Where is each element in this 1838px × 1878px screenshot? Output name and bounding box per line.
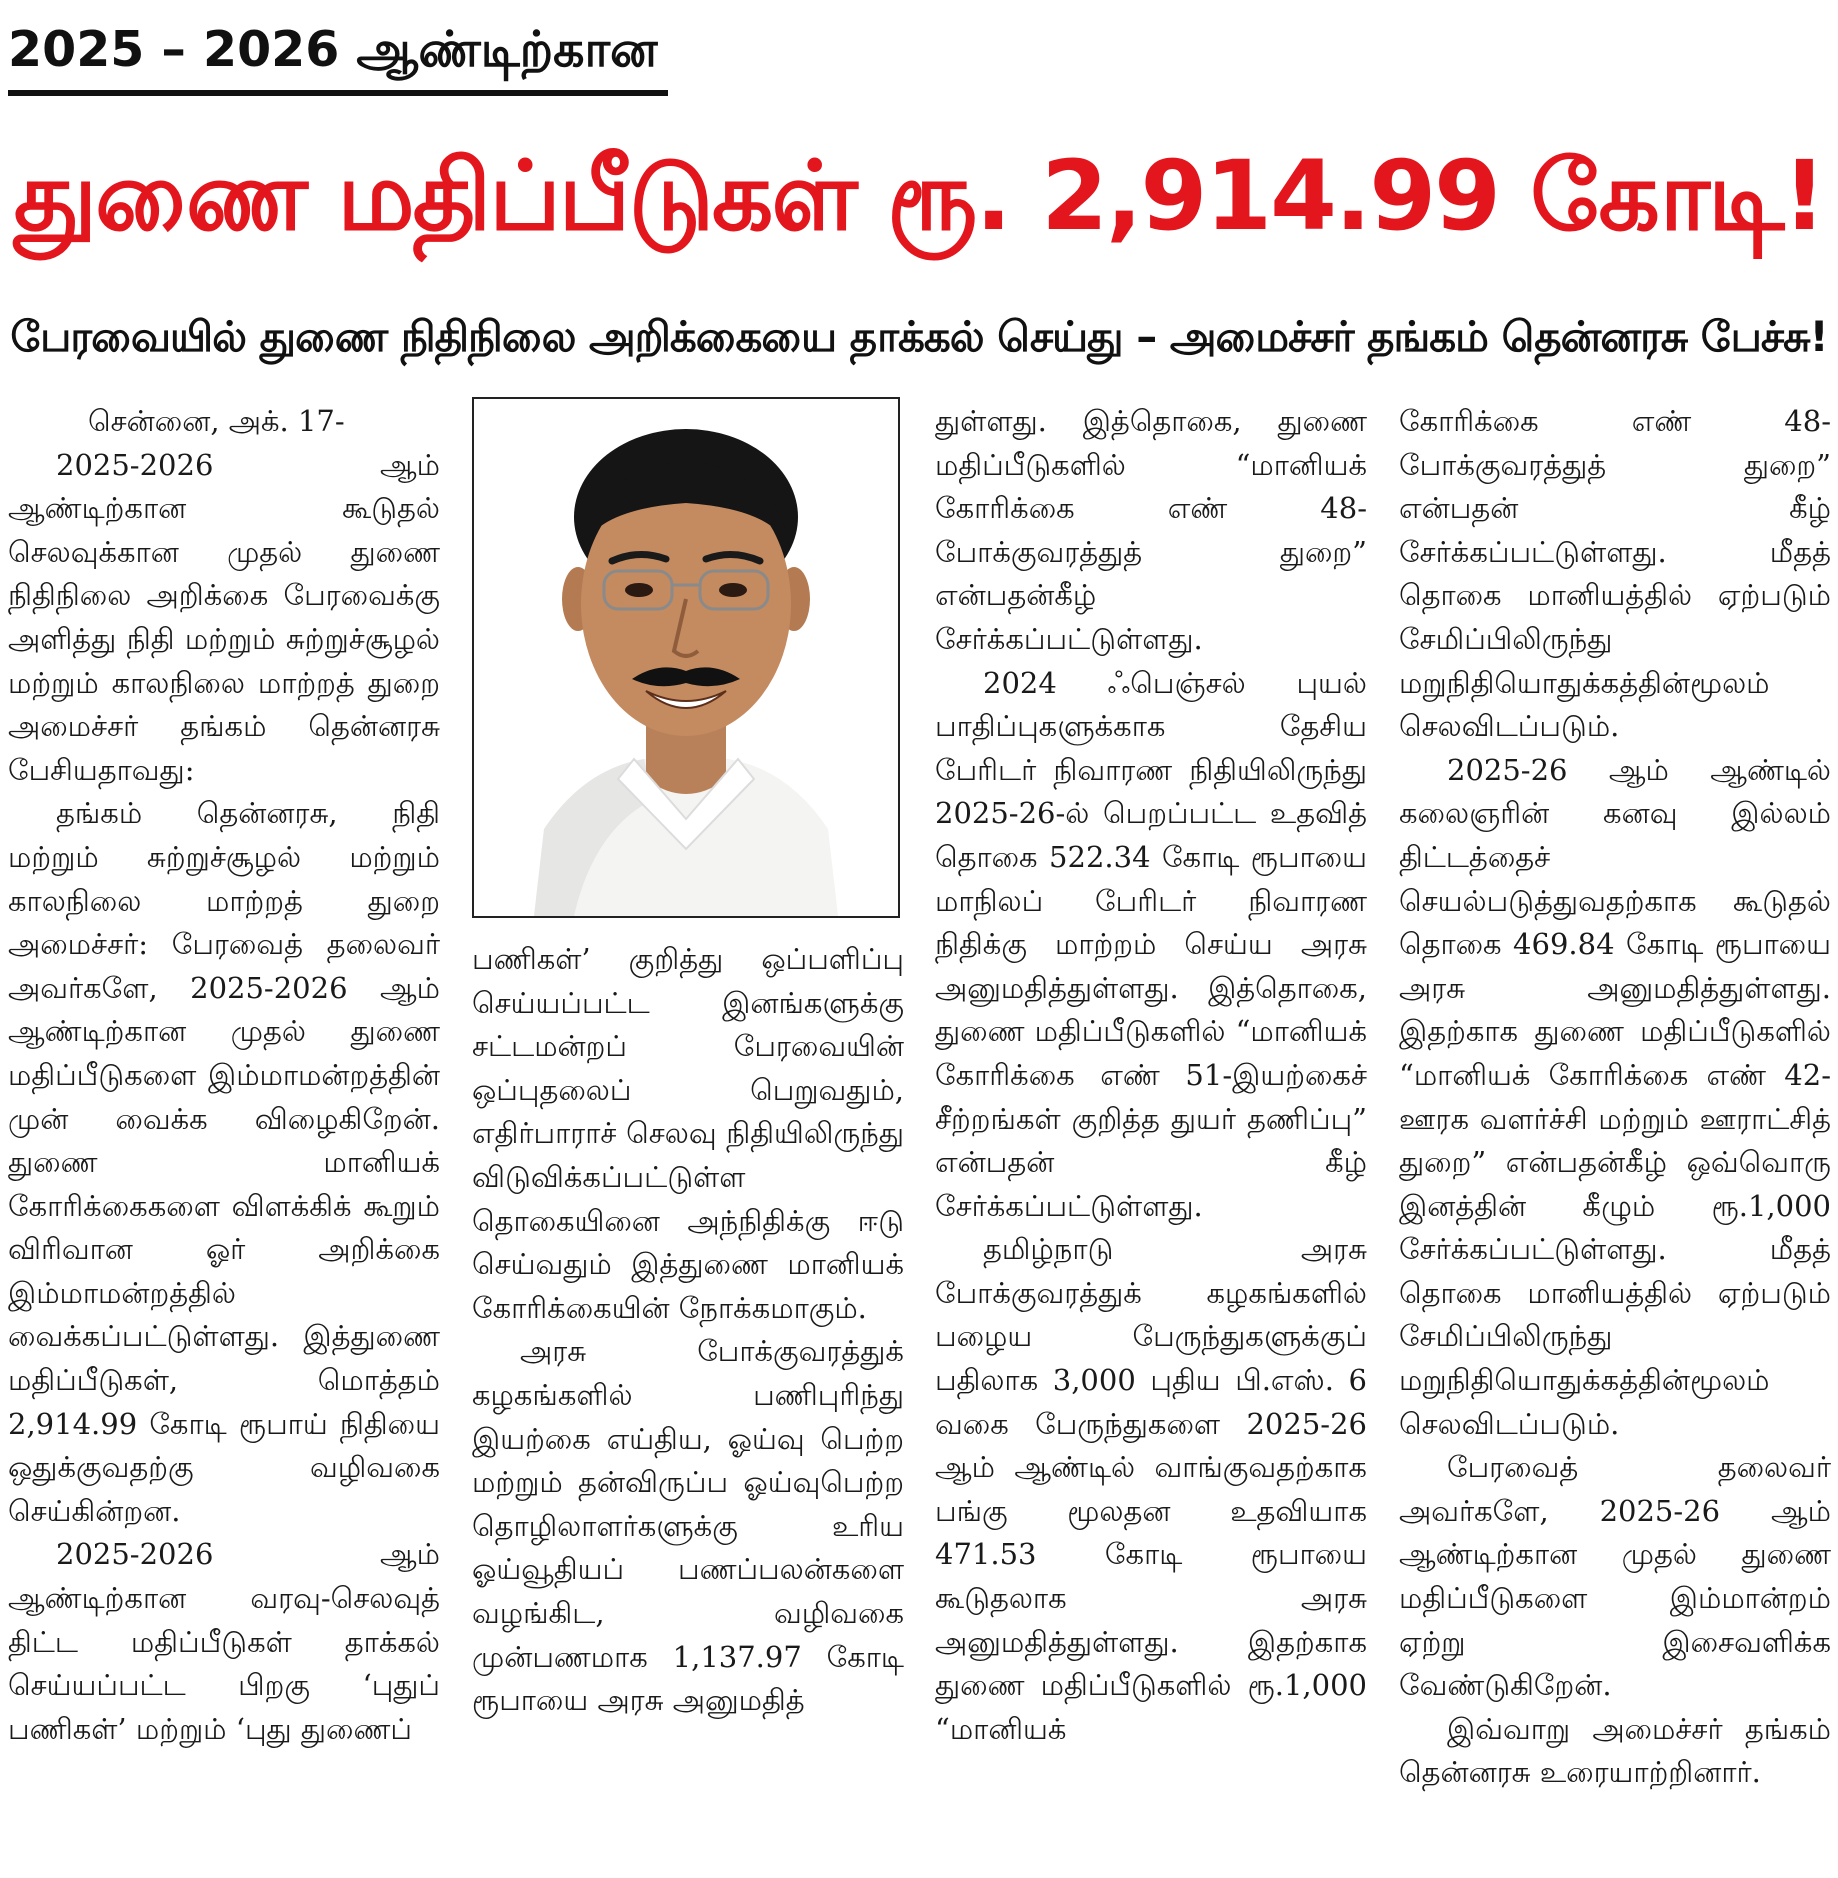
article-column-1	[8, 400, 440, 1751]
paragraph: 2025-2026 ஆம் ஆண்டிற்கான வரவு-செலவுத் திட்ட மதிப்பீடுகள் தாக்கல் செய்யப்பட்ட பிறகு ‘புதுப் பணிகள்’ மற்றும் ‘புது துணைப்	[8, 1537, 440, 1746]
kicker-title: 2025 – 2026 ஆண்டிற்கான	[8, 21, 658, 78]
paragraph: 2025-2026 ஆம் ஆண்டிற்கான கூடுதல் செலவுக்கான முதல் துணை நிதிநிலை அறிக்கை பேரவைக்கு அளித்து நிதி மற்றும் சுற்றுச்சூழல் மற்றும் காலநிலை மாற்றத் துறை அமைச்சர் தங்கம் தென்னரசு பேசியதாவது:	[8, 447, 440, 787]
headline: துணை மதிப்பீடுகள் ரூ. 2,914.99 கோடி!	[13, 139, 1825, 252]
paragraph: தமிழ்நாடு அரசு போக்குவரத்துக் கழகங்களில் பழைய பேருந்துகளுக்குப் பதிலாக 3,000 புதிய பி.எஸ். 6 வகை பேருந்துகளை 2025-26 ஆம் ஆண்டில் வாங்குவதற்காக பங்கு மூலதன உதவியாக 471.53 கோடி ரூபாயை கூடுதலாக அரசு அனுமதித்துள்ளது. இதற்காக துணை மதிப்பீடுகளில் ரூ.1,000 “மானியக்	[935, 1232, 1367, 1746]
subheadline: பேரவையில் துணை நிதிநிலை அறிக்கையை தாக்கல் செய்து – அமைச்சர் தங்கம் தென்னரசு பேச்சு!	[10, 311, 1828, 361]
portrait-image	[474, 399, 898, 916]
paragraph: இவ்வாறு அமைச்சர் தங்கம் தென்னரசு உரையாற்றினார்.	[1399, 1711, 1831, 1790]
paragraph: கோரிக்கை எண் 48-போக்குவரத்துத் துறை” என்பதன் கீழ் சேர்க்கப்பட்டுள்ளது. மீதத் தொகை மானியத்தில் ஏற்படும் சேமிப்பிலிருந்து மறுநிதியொதுக்கத்தின்மூலம் செலவிடப்படும்.	[1399, 404, 1831, 744]
paragraph: 2024 ஃபெஞ்சல் புயல் பாதிப்புகளுக்காக தேசிய பேரிடர் நிவாரண நிதியிலிருந்து 2025-26-ல் பெறப்பட்ட உதவித் தொகை 522.34 கோடி ரூபாயை மாநிலப் பேரிடர் நிவாரண நிதிக்கு மாற்றம் செய்ய அரசு அனுமதித்துள்ளது. இத்தொகை, துணை மதிப்பீடுகளில் “மானியக் கோரிக்கை எண் 51-இயற்கைச் சீற்றங்கள் குறித்த துயர் தணிப்பு” என்பதன் கீழ் சேர்க்கப்பட்டுள்ளது.	[935, 665, 1367, 1223]
paragraph: பணிகள்’ குறித்து ஒப்பளிப்பு செய்யப்பட்ட இனங்களுக்கு சட்டமன்றப் பேரவையின் ஒப்புதலைப் பெறுவதும், எதிர்பாராச் செலவு நிதியிலிருந்து விடுவிக்கப்பட்டுள்ள தொகையினை அந்நிதிக்கு ஈடு செய்வதும் இத்துணை மானியக் கோரிக்கையின் நோக்கமாகும்.	[472, 942, 904, 1325]
paragraph: 2025-26 ஆம் ஆண்டில் கலைஞரின் கனவு இல்லம் திட்டத்தைச் செயல்படுத்துவதற்காக கூடுதல் தொகை 469.84 கோடி ரூபாயை அரசு அனுமதித்துள்ளது. இதற்காக துணை மதிப்பீடுகளில் “மானியக் கோரிக்கை எண் 42-ஊரக வளர்ச்சி மற்றும் ஊராட்சித் துறை” என்பதன்கீழ் ஒவ்வொரு இனத்தின் கீழும் ரூ.1,000 சேர்க்கப்பட்டுள்ளது. மீதத் தொகை மானியத்தில் ஏற்படும் சேமிப்பிலிருந்து மறுநிதியொதுக்கத்தின்மூலம் செலவிடப்படும்.	[1399, 752, 1831, 1441]
article-column-3	[935, 400, 1367, 1751]
paragraph: பேரவைத் தலைவர் அவர்களே, 2025-26 ஆம் ஆண்டிற்கான முதல் துணை மதிப்பீடுகளை இம்மான்றம் ஏற்று இசைவளிக்க வேண்டுகிறேன்.	[1399, 1450, 1831, 1703]
dateline: சென்னை, அக். 17-	[88, 404, 345, 438]
paragraph: அரசு போக்குவரத்துக் கழகங்களில் பணிபுரிந்து இயற்கை எய்திய, ஓய்வு பெற்ற மற்றும் தன்விருப்ப ஓய்வுபெற்ற தொழிலாளர்களுக்கு உரிய ஓய்வூதியப் பணப்பலன்களை வழங்கிட, வழிவகை முன்பணமாக 1,137.97 கோடி ரூபாயை அரசு அனுமதித்	[472, 1334, 904, 1718]
paragraph: தங்கம் தென்னரசு, நிதி மற்றும் சுற்றுச்சூழல் மற்றும் காலநிலை மாற்றத் துறை அமைச்சர்: பேரவைத் தலைவர் அவர்களே, 2025-2026 ஆம் ஆண்டிற்கான முதல் துணை மதிப்பீடுகளை இம்மாமன்றத்தின் முன் வைக்க விழைகிறேன். துணை மானியக் கோரிக்கைகளை விளக்கிக் கூறும் விரிவான ஓர் அறிக்கை இம்மாமன்றத்தில் வைக்கப்பட்டுள்ளது. இத்துணை மதிப்பீடுகள், மொத்தம் 2,914.99 கோடி ரூபாய் நிதியை ஒதுக்குவதற்கு வழிவகை செய்கின்றன.	[8, 796, 440, 1528]
article-column-4	[1399, 400, 1831, 1795]
paragraph: துள்ளது. இத்தொகை, துணை மதிப்பீடுகளில் “மானியக் கோரிக்கை எண் 48-போக்குவரத்துத் துறை” என்பதன்கீழ் சேர்க்கப்பட்டுள்ளது.	[935, 404, 1367, 656]
kicker-underline	[8, 90, 668, 96]
article-column-2	[472, 938, 904, 1723]
minister-photo	[472, 397, 900, 918]
